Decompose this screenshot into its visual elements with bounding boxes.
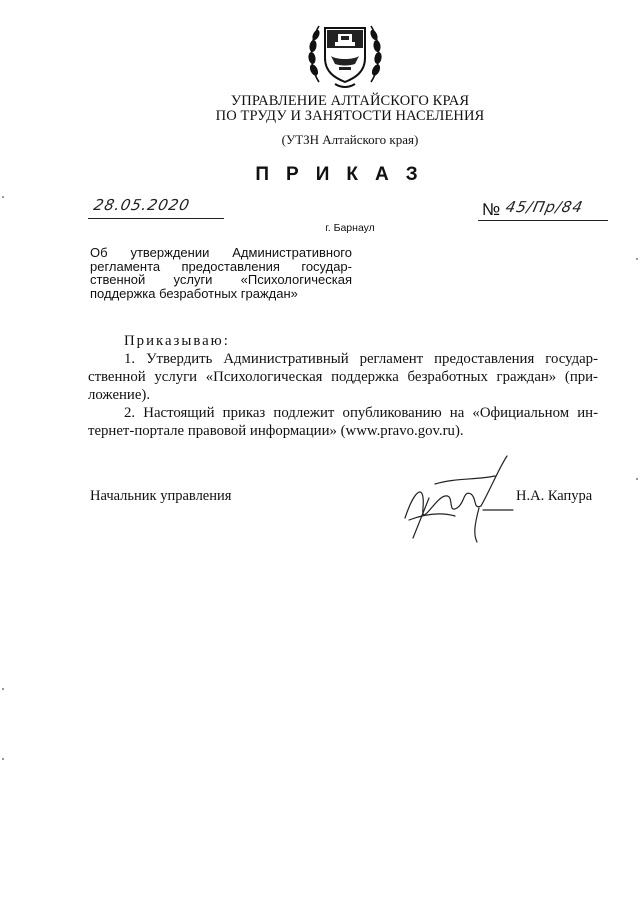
subject-line: регламента предоставления государ- bbox=[90, 258, 352, 274]
item2-line: тернет-портале правовой информации» (www.pravo.gov.ru). bbox=[88, 423, 464, 439]
document-title: ПРИКАЗ bbox=[255, 164, 435, 185]
document-subject bbox=[90, 246, 352, 300]
document-number-field bbox=[478, 198, 608, 221]
item1-line: ственной услуги «Психологическая поддержка безработных граждан» (при- bbox=[88, 369, 598, 385]
scan-mark bbox=[2, 688, 4, 690]
number-sign: № bbox=[482, 200, 501, 219]
organization-short-name: (УТЗН Алтайского края) bbox=[281, 132, 419, 147]
scan-mark bbox=[2, 196, 4, 198]
subject-line: ственной услуги «Психологическая bbox=[90, 272, 352, 287]
document-date: 28.05.2020 bbox=[92, 196, 192, 214]
coat-of-arms-icon bbox=[305, 12, 385, 92]
scan-mark bbox=[636, 478, 638, 480]
document-body bbox=[88, 332, 598, 440]
scan-mark bbox=[2, 758, 4, 760]
document-city: г. Барнаул bbox=[325, 222, 375, 234]
organization-name-line2: ПО ТРУДУ И ЗАНЯТОСТИ НАСЕЛЕНИЯ bbox=[215, 108, 485, 124]
signatory-name: Н.А. Капура bbox=[516, 488, 593, 504]
document-number: 45/Пр/84 bbox=[504, 198, 586, 216]
subject-line: Об утверждении Административного bbox=[90, 245, 352, 260]
item2-line: 2. Настоящий приказ подлежит опубликованию на «Официальном ин- bbox=[124, 405, 598, 421]
subject-line: поддержка безработных граждан» bbox=[90, 285, 298, 301]
item1-line: 1. Утвердить Административный регламент предоставления государ- bbox=[124, 351, 598, 367]
handwritten-signature-icon bbox=[395, 448, 515, 548]
signatory-position: Начальник управления bbox=[90, 488, 232, 504]
document-date-field bbox=[88, 196, 224, 219]
organization-name-line1: УПРАВЛЕНИЕ АЛТАЙСКОГО КРАЯ bbox=[230, 93, 470, 109]
order-word: Приказываю: bbox=[124, 333, 230, 349]
scan-mark bbox=[636, 258, 638, 260]
item1-line: ложение). bbox=[88, 387, 151, 403]
